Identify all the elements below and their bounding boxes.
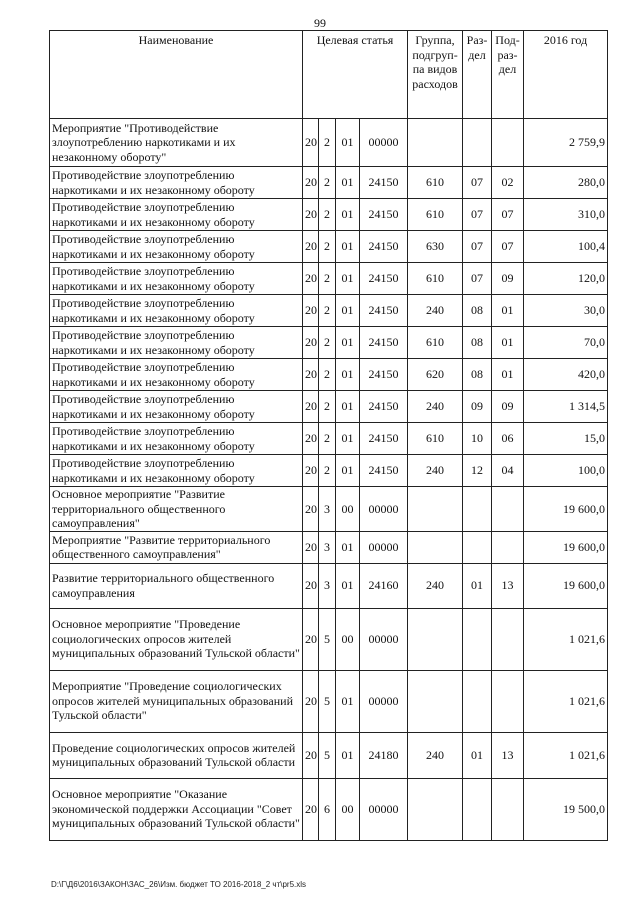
target-code-event: 01 — [336, 531, 360, 563]
row-name: Противодействие злоупотреблению наркотиками и их незаконному обороту — [50, 423, 303, 455]
target-code-program: 20 — [303, 487, 319, 532]
subsection-code: 07 — [492, 199, 524, 231]
target-code-subprogram: 2 — [319, 391, 336, 423]
subsection-code: 07 — [492, 231, 524, 263]
target-code-direction: 00000 — [360, 119, 408, 167]
subsection-code — [492, 119, 524, 167]
section-code — [463, 670, 492, 732]
table-row — [50, 359, 608, 391]
amount-2016: 19 600,0 — [524, 563, 608, 608]
header-group: Группа, подгруп-па видов расходов — [408, 31, 463, 119]
target-code-subprogram: 3 — [319, 487, 336, 532]
row-name: Противодействие злоупотреблению наркотиками и их незаконному обороту — [50, 167, 303, 199]
expense-group: 240 — [408, 391, 463, 423]
subsection-code — [492, 531, 524, 563]
table-body — [50, 119, 608, 841]
table-row — [50, 563, 608, 608]
row-name: Проведение социологических опросов жителей муниципальных образований Тульской области — [50, 732, 303, 778]
expense-group — [408, 778, 463, 840]
target-code-subprogram: 3 — [319, 563, 336, 608]
row-name: Мероприятие "Развитие территориального общественного самоуправления" — [50, 531, 303, 563]
subsection-code: 13 — [492, 732, 524, 778]
table-row — [50, 732, 608, 778]
target-code-subprogram: 2 — [319, 119, 336, 167]
target-code-program: 20 — [303, 119, 319, 167]
row-name: Противодействие злоупотреблению наркотиками и их незаконному обороту — [50, 327, 303, 359]
expense-group: 610 — [408, 199, 463, 231]
expense-group: 610 — [408, 327, 463, 359]
amount-2016: 1 021,6 — [524, 670, 608, 732]
table-row — [50, 327, 608, 359]
target-code-direction: 24150 — [360, 199, 408, 231]
target-code-subprogram: 5 — [319, 608, 336, 670]
amount-2016: 2 759,9 — [524, 119, 608, 167]
target-code-program: 20 — [303, 359, 319, 391]
header-subsection: Под-раз-дел — [492, 31, 524, 119]
target-code-subprogram: 2 — [319, 263, 336, 295]
target-code-program: 20 — [303, 263, 319, 295]
row-name: Противодействие злоупотреблению наркотиками и их незаконному обороту — [50, 391, 303, 423]
target-code-direction: 00000 — [360, 670, 408, 732]
table-row — [50, 778, 608, 840]
amount-2016: 100,4 — [524, 231, 608, 263]
amount-2016: 420,0 — [524, 359, 608, 391]
target-code-direction: 00000 — [360, 487, 408, 532]
subsection-code — [492, 608, 524, 670]
target-code-event: 01 — [336, 327, 360, 359]
section-code: 12 — [463, 455, 492, 487]
expense-group: 630 — [408, 231, 463, 263]
target-code-program: 20 — [303, 423, 319, 455]
table-row — [50, 167, 608, 199]
target-code-program: 20 — [303, 167, 319, 199]
target-code-direction: 24150 — [360, 455, 408, 487]
row-name: Основное мероприятие "Проведение социологических опросов жителей муниципальных образований Тульской области" — [50, 608, 303, 670]
amount-2016: 310,0 — [524, 199, 608, 231]
target-code-subprogram: 5 — [319, 670, 336, 732]
table-row — [50, 531, 608, 563]
header-year: 2016 год — [524, 31, 608, 119]
target-code-event: 00 — [336, 778, 360, 840]
target-code-event: 01 — [336, 199, 360, 231]
target-code-event: 00 — [336, 608, 360, 670]
target-code-program: 20 — [303, 670, 319, 732]
target-code-subprogram: 2 — [319, 455, 336, 487]
target-code-direction: 00000 — [360, 531, 408, 563]
row-name: Основное мероприятие "Оказание экономической поддержки Ассоциации "Совет муниципальных образований Тульской области" — [50, 778, 303, 840]
page-number: 99 — [314, 16, 326, 30]
target-code-program: 20 — [303, 563, 319, 608]
target-code-event: 01 — [336, 455, 360, 487]
expense-group: 620 — [408, 359, 463, 391]
target-code-program: 20 — [303, 327, 319, 359]
target-code-program: 20 — [303, 531, 319, 563]
amount-2016: 1 314,5 — [524, 391, 608, 423]
table-row — [50, 487, 608, 532]
expense-group — [408, 487, 463, 532]
target-code-program: 20 — [303, 778, 319, 840]
subsection-code: 01 — [492, 295, 524, 327]
target-code-direction: 24150 — [360, 263, 408, 295]
section-code: 07 — [463, 231, 492, 263]
subsection-code: 13 — [492, 563, 524, 608]
table-row — [50, 119, 608, 167]
amount-2016: 1 021,6 — [524, 608, 608, 670]
target-code-event: 01 — [336, 423, 360, 455]
target-code-subprogram: 2 — [319, 359, 336, 391]
section-code — [463, 608, 492, 670]
section-code: 08 — [463, 295, 492, 327]
row-name: Развитие территориального общественного самоуправления — [50, 563, 303, 608]
section-code: 08 — [463, 359, 492, 391]
section-code: 01 — [463, 732, 492, 778]
section-code: 09 — [463, 391, 492, 423]
expense-group — [408, 608, 463, 670]
header-target: Целевая статья — [303, 31, 408, 119]
amount-2016: 70,0 — [524, 327, 608, 359]
section-code: 07 — [463, 167, 492, 199]
header-name: Наименование — [50, 31, 303, 119]
table-row — [50, 608, 608, 670]
budget-table — [49, 30, 608, 841]
expense-group — [408, 531, 463, 563]
target-code-direction: 24150 — [360, 359, 408, 391]
target-code-event: 01 — [336, 231, 360, 263]
section-code — [463, 487, 492, 532]
target-code-direction: 00000 — [360, 608, 408, 670]
amount-2016: 100,0 — [524, 455, 608, 487]
section-code: 07 — [463, 199, 492, 231]
table-row — [50, 455, 608, 487]
section-code: 08 — [463, 327, 492, 359]
target-code-event: 01 — [336, 732, 360, 778]
table-row — [50, 670, 608, 732]
target-code-event: 01 — [336, 295, 360, 327]
table-row — [50, 231, 608, 263]
target-code-direction: 24180 — [360, 732, 408, 778]
target-code-program: 20 — [303, 608, 319, 670]
expense-group: 240 — [408, 563, 463, 608]
table-row — [50, 263, 608, 295]
expense-group — [408, 670, 463, 732]
target-code-program: 20 — [303, 391, 319, 423]
section-code: 01 — [463, 563, 492, 608]
file-path-footer: D:\Г\Д6\2016\ЗАКОН\ЗАС_26\Изм. бюджет ТО 2016-2018_2 чт\pr5.xls — [51, 880, 307, 889]
amount-2016: 19 600,0 — [524, 487, 608, 532]
amount-2016: 19 600,0 — [524, 531, 608, 563]
section-code — [463, 531, 492, 563]
subsection-code: 09 — [492, 263, 524, 295]
target-code-direction: 24150 — [360, 327, 408, 359]
target-code-subprogram: 2 — [319, 231, 336, 263]
subsection-code: 04 — [492, 455, 524, 487]
target-code-subprogram: 3 — [319, 531, 336, 563]
header-row — [50, 31, 608, 119]
target-code-subprogram: 2 — [319, 167, 336, 199]
target-code-program: 20 — [303, 231, 319, 263]
target-code-direction: 24150 — [360, 295, 408, 327]
expense-group: 610 — [408, 423, 463, 455]
target-code-program: 20 — [303, 732, 319, 778]
section-code: 10 — [463, 423, 492, 455]
target-code-subprogram: 5 — [319, 732, 336, 778]
target-code-subprogram: 6 — [319, 778, 336, 840]
row-name: Противодействие злоупотреблению наркотиками и их незаконному обороту — [50, 359, 303, 391]
row-name: Противодействие злоупотреблению наркотиками и их незаконному обороту — [50, 199, 303, 231]
target-code-direction: 24150 — [360, 231, 408, 263]
subsection-code — [492, 670, 524, 732]
amount-2016: 19 500,0 — [524, 778, 608, 840]
expense-group: 240 — [408, 295, 463, 327]
amount-2016: 30,0 — [524, 295, 608, 327]
target-code-program: 20 — [303, 199, 319, 231]
target-code-direction: 24150 — [360, 167, 408, 199]
target-code-event: 01 — [336, 263, 360, 295]
row-name: Противодействие злоупотреблению наркотиками и их незаконному обороту — [50, 231, 303, 263]
subsection-code: 01 — [492, 327, 524, 359]
target-code-subprogram: 2 — [319, 295, 336, 327]
target-code-direction: 24150 — [360, 391, 408, 423]
expense-group: 240 — [408, 455, 463, 487]
target-code-event: 01 — [336, 167, 360, 199]
target-code-event: 01 — [336, 670, 360, 732]
expense-group: 610 — [408, 263, 463, 295]
amount-2016: 1 021,6 — [524, 732, 608, 778]
target-code-subprogram: 2 — [319, 327, 336, 359]
amount-2016: 280,0 — [524, 167, 608, 199]
header-section: Раз-дел — [463, 31, 492, 119]
amount-2016: 15,0 — [524, 423, 608, 455]
row-name: Противодействие злоупотреблению наркотиками и их незаконному обороту — [50, 263, 303, 295]
target-code-program: 20 — [303, 295, 319, 327]
subsection-code — [492, 778, 524, 840]
target-code-direction: 24160 — [360, 563, 408, 608]
section-code — [463, 119, 492, 167]
target-code-event: 01 — [336, 563, 360, 608]
subsection-code: 02 — [492, 167, 524, 199]
table-row — [50, 391, 608, 423]
table-row — [50, 199, 608, 231]
target-code-direction: 00000 — [360, 778, 408, 840]
subsection-code: 01 — [492, 359, 524, 391]
row-name: Мероприятие "Проведение социологических опросов жителей муниципальных образований Тульской области" — [50, 670, 303, 732]
expense-group — [408, 119, 463, 167]
table-row — [50, 295, 608, 327]
target-code-subprogram: 2 — [319, 423, 336, 455]
target-code-event: 01 — [336, 391, 360, 423]
row-name: Мероприятие "Противодействие злоупотреблению наркотиками и их незаконному обороту" — [50, 119, 303, 167]
target-code-event: 00 — [336, 487, 360, 532]
expense-group: 240 — [408, 732, 463, 778]
section-code: 07 — [463, 263, 492, 295]
subsection-code: 06 — [492, 423, 524, 455]
target-code-event: 01 — [336, 359, 360, 391]
target-code-direction: 24150 — [360, 423, 408, 455]
target-code-event: 01 — [336, 119, 360, 167]
table-row — [50, 423, 608, 455]
expense-group: 610 — [408, 167, 463, 199]
subsection-code — [492, 487, 524, 532]
target-code-subprogram: 2 — [319, 199, 336, 231]
row-name: Противодействие злоупотреблению наркотиками и их незаконному обороту — [50, 455, 303, 487]
subsection-code: 09 — [492, 391, 524, 423]
amount-2016: 120,0 — [524, 263, 608, 295]
target-code-program: 20 — [303, 455, 319, 487]
section-code — [463, 778, 492, 840]
row-name: Противодействие злоупотреблению наркотиками и их незаконному обороту — [50, 295, 303, 327]
row-name: Основное мероприятие "Развитие территориального общественного самоуправления" — [50, 487, 303, 532]
